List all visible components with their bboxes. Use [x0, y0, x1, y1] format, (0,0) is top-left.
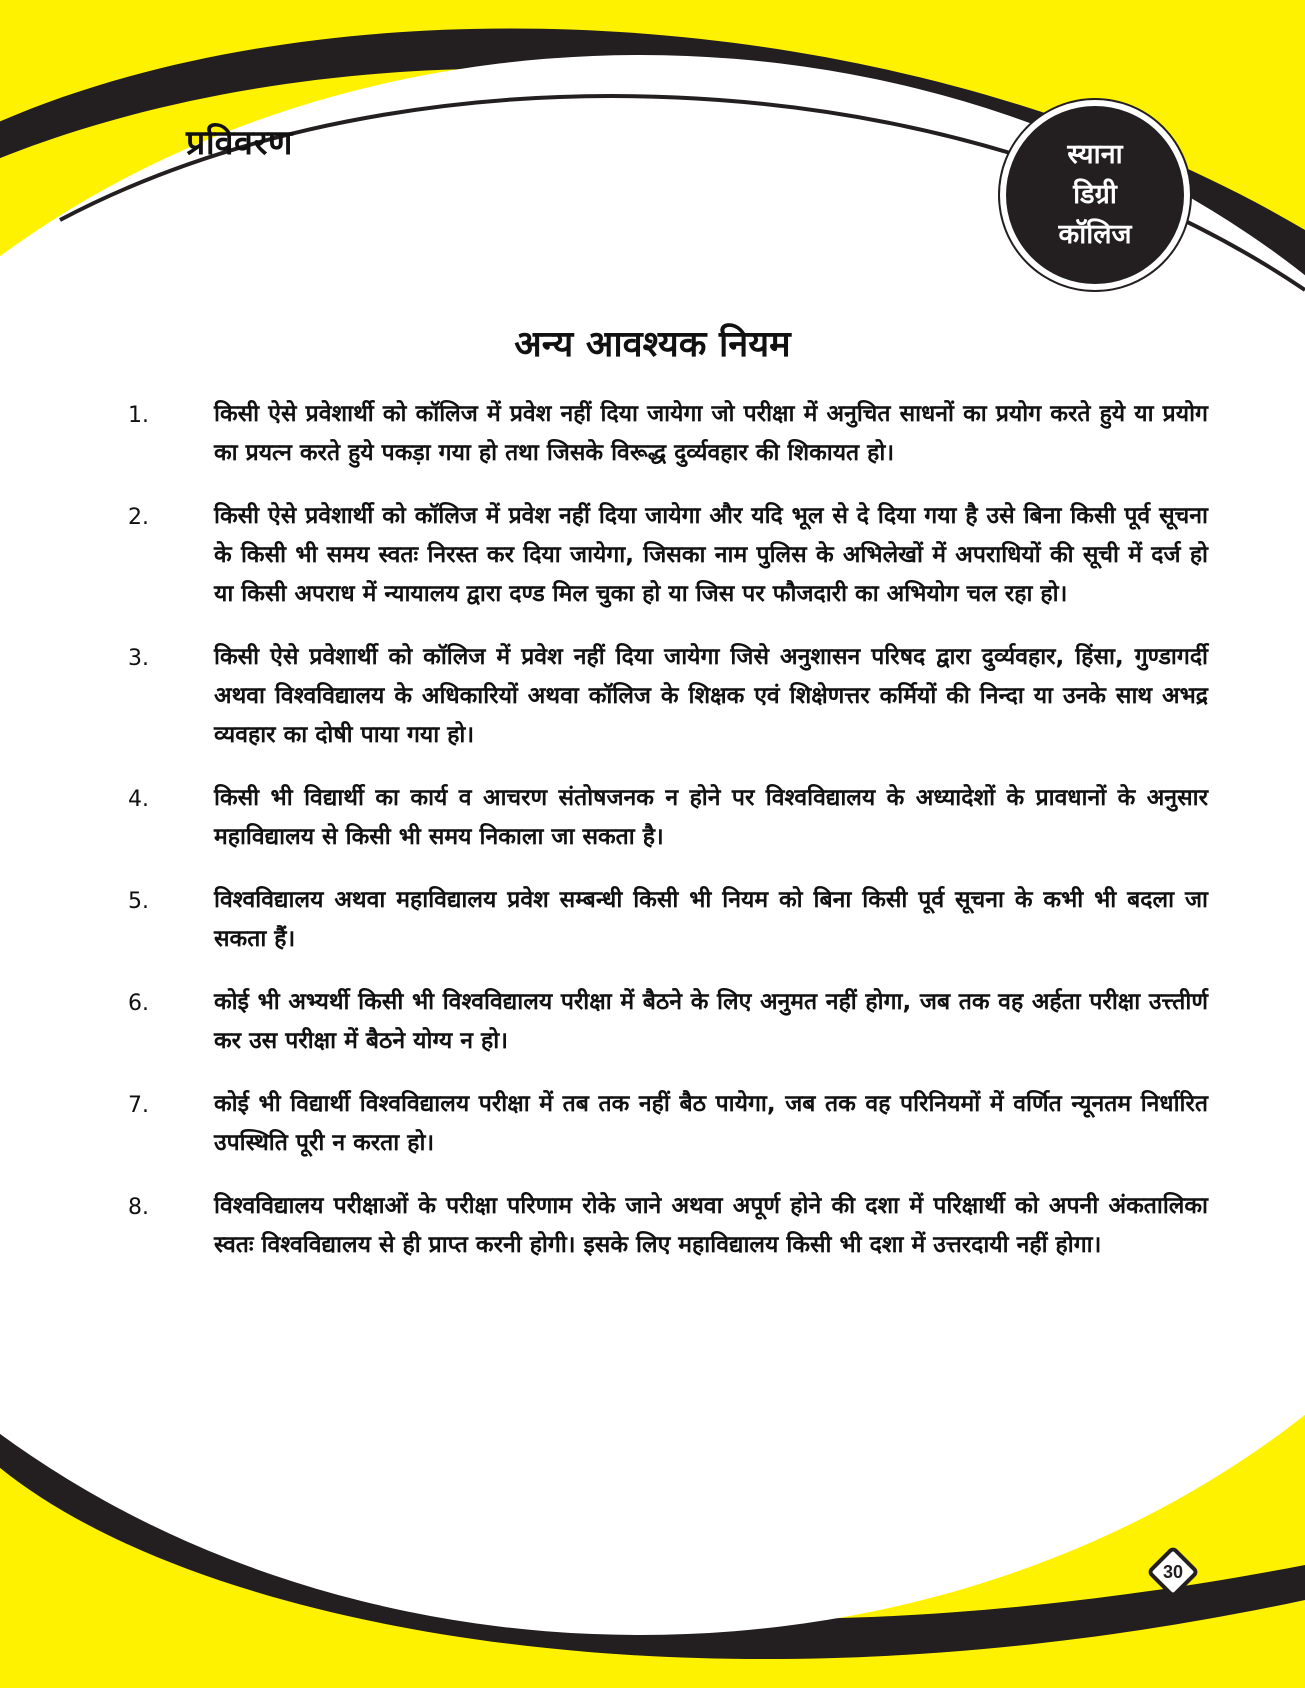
- badge-line-2: डिग्री: [1073, 179, 1117, 210]
- rule-number: 8.: [128, 1195, 149, 1220]
- rule-number: 4.: [128, 787, 149, 812]
- rule-item: [128, 638, 1208, 755]
- badge-line-3: कॉलिज: [1058, 219, 1132, 250]
- badge-line-1: स्याना: [1067, 139, 1123, 170]
- rule-number: 7.: [128, 1093, 149, 1118]
- rule-number: 3.: [128, 646, 149, 671]
- rule-text: विश्वविद्यालय परीक्षाओं के परीक्षा परिणाम रोके जाने अथवा अपूर्ण होने की दशा में परिक्षार्थी को अपनी अंकतालिका स्वतः विश्वविद्यालय से ही प्राप्त करनी होगी। इसके लिए महाविद्यालय किसी भी दशा में उत्तरदायी नहीं होगा।: [214, 1193, 1208, 1258]
- rule-item: [128, 497, 1208, 614]
- page-number-badge: [1146, 1545, 1200, 1599]
- rule-item: [128, 881, 1208, 959]
- rule-item: [128, 779, 1208, 857]
- rule-text: किसी भी विद्यार्थी का कार्य व आचरण संतोषजनक न होने पर विश्वविद्यालय के अध्यादेशों के प्रावधानों के अनुसार महाविद्यालय से किसी भी समय निकाला जा सकता है।: [214, 785, 1208, 850]
- college-badge: [1000, 100, 1190, 290]
- rule-item: [128, 1085, 1208, 1163]
- rule-number: 5.: [128, 889, 149, 914]
- rule-item: [128, 1187, 1208, 1265]
- rule-text: किसी ऐसे प्रवेशार्थी को कॉलिज में प्रवेश नहीं दिया जायेगा जिसे अनुशासन परिषद द्वारा दुर्व्यवहार, हिंसा, गुण्डागर्दी अथवा विश्वविद्यालय के अधिकारियों अथवा कॉलिज के शिक्षक एवं शिक्षेणत्तर कर्मियों की निन्दा या उनके साथ अभद्र व्यवहार का दोषी पाया गया हो।: [214, 644, 1208, 748]
- rule-text: कोई भी अभ्यर्थी किसी भी विश्वविद्यालय परीक्षा में बैठने के लिए अनुमत नहीं होगा, जब तक वह अर्हता परीक्षा उत्त्तीर्ण कर उस परीक्षा में बैठने योग्य न हो।: [214, 989, 1208, 1054]
- rule-item: [128, 395, 1208, 473]
- rule-number: 1.: [128, 403, 149, 428]
- rule-number: 2.: [128, 505, 149, 530]
- page-number: 30: [1162, 1561, 1184, 1582]
- rule-item: [128, 983, 1208, 1061]
- rule-number: 6.: [128, 991, 149, 1016]
- page-title: अन्य आवश्यक नियम: [514, 324, 791, 365]
- rule-text: विश्वविद्यालय अथवा महाविद्यालय प्रवेश सम्बन्धी किसी भी नियम को बिना किसी पूर्व सूचना के कभी भी बदला जा सकता हैं।: [214, 887, 1208, 952]
- rule-text: कोई भी विद्यार्थी विश्वविद्यालय परीक्षा में तब तक नहीं बैठ पायेगा, जब तक वह परिनियमों में वर्णित न्यूनतम निर्धारित उपस्थिति पूरी न करता हो।: [214, 1091, 1208, 1156]
- rule-text: किसी ऐसे प्रवेशार्थी को कॉलिज में प्रवेश नहीं दिया जायेगा जो परीक्षा में अनुचित साधनों का प्रयोग करते हुये या प्रयोग का प्रयत्न करते हुये पकड़ा गया हो तथा जिसके विरूद्ध दुर्व्यवहार की शिकायत हो।: [214, 401, 1208, 466]
- rule-text: किसी ऐसे प्रवेशार्थी को कॉलिज में प्रवेश नहीं दिया जायेगा और यदि भूल से दे दिया गया है उसे बिना किसी पूर्व सूचना के किसी भी समय स्वतः निरस्त कर दिया जायेगा, जिसका नाम पुलिस के अभिलेखों में अपराधियों की सूची में दर्ज हो या किसी अपराध में न्यायालय द्वारा दण्ड मिल चुका हो या जिस पर फौजदारी का अभियोग चल रहा हो।: [214, 503, 1208, 607]
- section-header-label: प्रविवरण: [186, 123, 293, 163]
- rules-list: [128, 395, 1208, 1289]
